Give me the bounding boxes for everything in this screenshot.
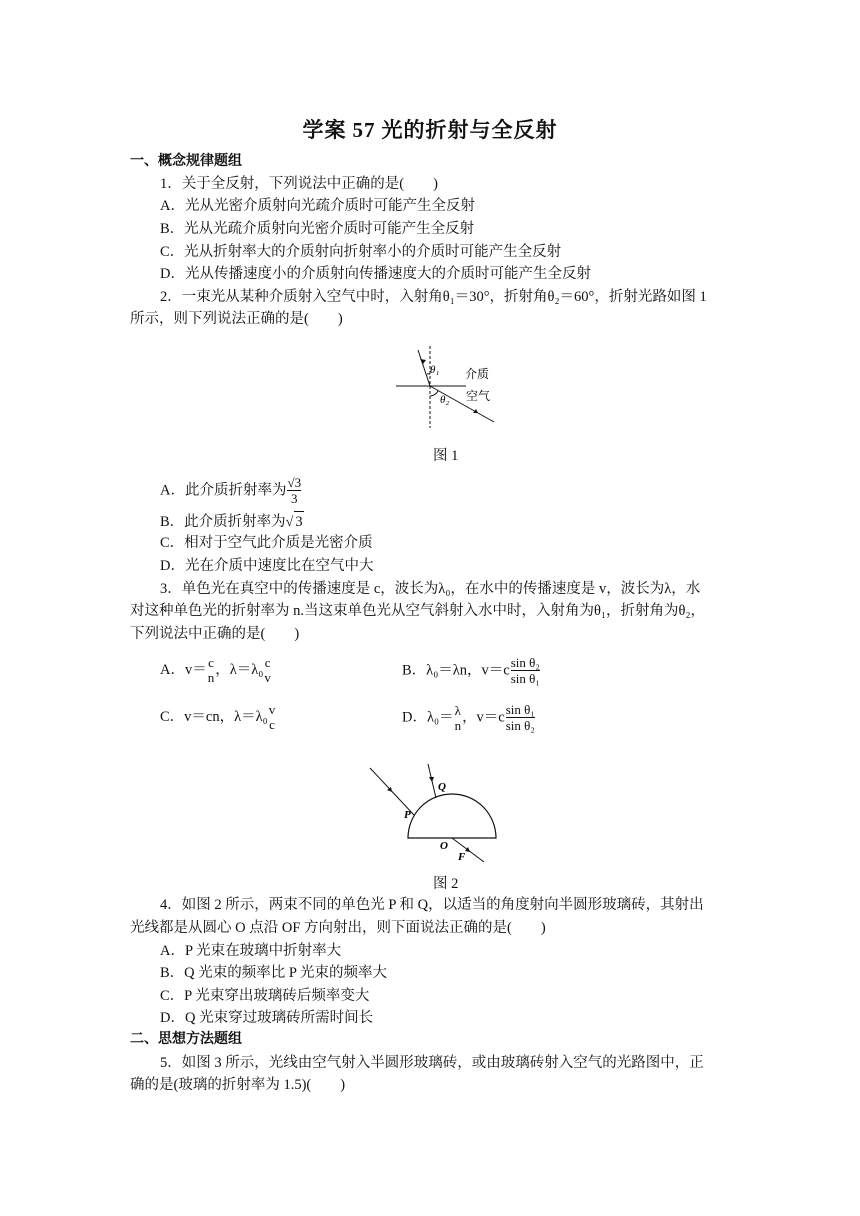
figure-2-caption: 图 2 bbox=[433, 876, 459, 892]
page-title: 学案 57 光的折射与全反射 bbox=[302, 118, 558, 142]
q3-option-d: D．λ₀＝ λ n ，v＝c $\frac{\text{sin θ₁}}{\text{sin θ₂}}$ bbox=[402, 702, 535, 733]
q1-stem: 1．关于全反射，下列说法中正确的是( ) bbox=[160, 176, 438, 192]
figure-1-caption: 图 1 bbox=[433, 448, 459, 464]
q5-stem-line2: 确的是(玻璃的折射率为 1.5)( ) bbox=[130, 1077, 346, 1093]
ray-p-arrow-icon bbox=[387, 787, 392, 792]
air-label: 空气 bbox=[466, 389, 491, 403]
q2-option-a: A．此介质折射率为 $\frac{√3}{3}$ bbox=[160, 475, 302, 506]
incident-arrow-icon bbox=[420, 359, 426, 364]
q2-option-b: B．此介质折射率为√ 3 bbox=[160, 511, 304, 533]
label-o: O bbox=[440, 840, 448, 852]
q2-option-d: D．光在介质中速度比在空气中大 bbox=[160, 558, 374, 574]
q4-option-a: A．P 光束在玻璃中折射率大 bbox=[160, 943, 342, 959]
medium-label: 介质 bbox=[465, 367, 490, 381]
section-heading-2: 二、思想方法题组 bbox=[130, 1032, 242, 1047]
q3-stem-line1: 3．单色光在真空中的传播速度是 c，波长为λ₀，在水中的传播速度是 v，波长为λ，水 bbox=[160, 581, 701, 597]
section-heading-1: 一、概念规律题组 bbox=[130, 154, 242, 169]
q1-option-d: D．光从传播速度小的介质射向传播速度大的介质时可能产生全反射 bbox=[160, 266, 591, 282]
ray-q-arrow-icon bbox=[429, 777, 434, 782]
q1-option-c: C．光从折射率大的介质射向折射率小的介质时可能产生全反射 bbox=[160, 244, 562, 260]
figure-1-diagram bbox=[390, 340, 510, 432]
q2-option-c: C．相对于空气此介质是光密介质 bbox=[160, 535, 373, 551]
q4-stem-line2: 光线都是从圆心 O 点沿 OF 方向射出，则下面说法正确的是( ) bbox=[130, 920, 546, 936]
q3-stem-line2: 对这种单色光的折射率为 n.当这束单色光从空气斜射入水中时，入射角为θ₁，折射角为θ₂， bbox=[130, 603, 705, 619]
q3-option-b: B．λ₀＝λn，v＝c $\frac{\text{sin θ₂}}{\text{sin θ₁}}$ bbox=[402, 655, 540, 686]
q2-stem-line1: 2．一束光从某种介质射入空气中时，入射角θ₁＝30°，折射角θ₂＝60°，折射光路如图 1 bbox=[160, 289, 707, 305]
ray-p bbox=[370, 768, 414, 815]
figure-2-diagram bbox=[362, 760, 512, 870]
theta1-label: θ₁ bbox=[430, 364, 440, 376]
angle-arc-2 bbox=[430, 391, 438, 396]
q4-option-b: B．Q 光束的频率比 P 光束的频率大 bbox=[160, 965, 388, 981]
q1-option-a: A．光从光密介质射向光疏介质时可能产生全反射 bbox=[160, 198, 475, 214]
q3-option-c: C．v＝cn，λ＝λ₀ v c bbox=[160, 702, 276, 732]
q2-stem-line2: 所示，则下列说法正确的是( ) bbox=[130, 311, 343, 327]
sqrt-icon: √ bbox=[285, 515, 294, 530]
label-f: F bbox=[458, 851, 466, 863]
label-q: Q bbox=[438, 781, 446, 793]
q4-option-d: D．Q 光束穿过玻璃砖所需时间长 bbox=[160, 1010, 374, 1026]
label-p: P bbox=[404, 809, 411, 821]
q4-option-c: C．P 光束穿出玻璃砖后频率变大 bbox=[160, 988, 370, 1004]
q3-option-a: A．v＝ c n ，λ＝λ₀ c v bbox=[160, 655, 271, 685]
q3-stem-line3: 下列说法中正确的是( ) bbox=[130, 626, 300, 642]
q5-stem-line1: 5．如图 3 所示，光线由空气射入半圆形玻璃砖，或由玻璃砖射入空气的光路图中，正 bbox=[160, 1055, 704, 1071]
theta2-label: θ₂ bbox=[440, 394, 450, 406]
incident-ray bbox=[418, 350, 430, 386]
fraction-sqrt3-over-3: $\frac{√3}{3}$ bbox=[287, 475, 302, 506]
semicircle-glass bbox=[408, 794, 496, 838]
q4-stem-line1: 4．如图 2 所示，两束不同的单色光 P 和 Q，以适当的角度射向半圆形玻璃砖，其射出 bbox=[160, 897, 704, 913]
q1-option-b: B．光从光疏介质射向光密介质时可能产生全反射 bbox=[160, 221, 475, 237]
